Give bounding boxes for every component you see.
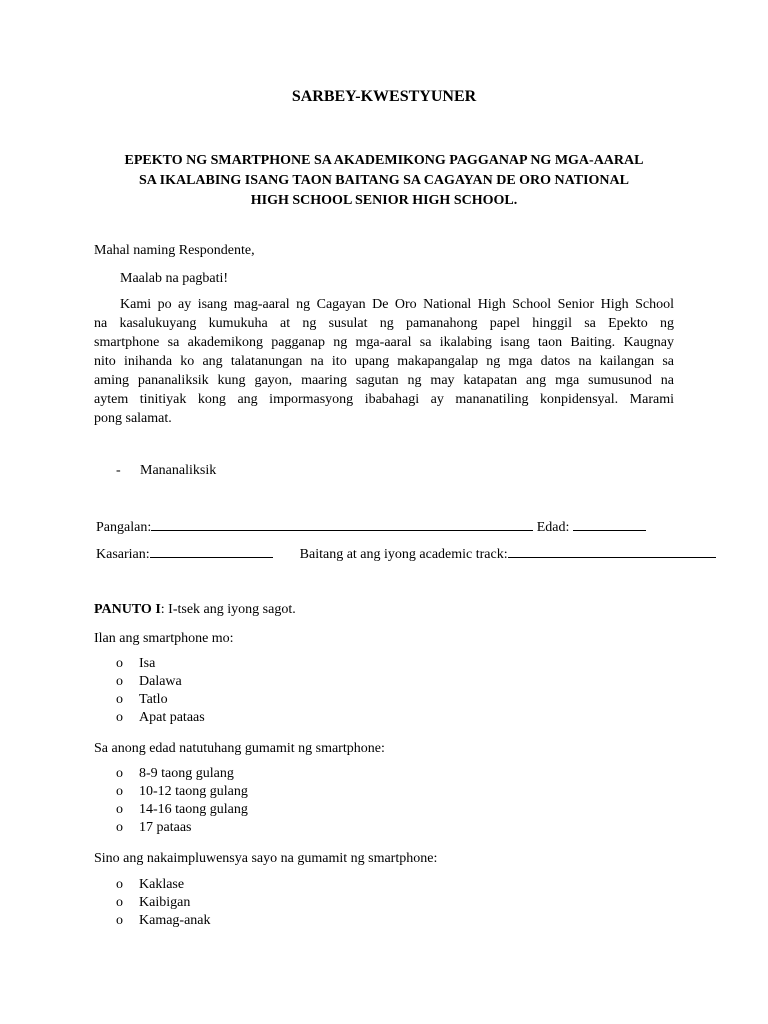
option-label: Tatlo bbox=[139, 692, 168, 707]
body-line: pong salamat. bbox=[94, 411, 172, 426]
instruction-label: PANUTO I bbox=[94, 602, 161, 617]
body-line: nito inihanda ko ang talatanungan na ito upang makapangalap ng mga datos na kailangan sa bbox=[94, 354, 674, 369]
greeting: Mahal naming Respondente, bbox=[94, 243, 255, 258]
option-label: 14-16 taong gulang bbox=[139, 802, 248, 817]
instruction-text: : I-tsek ang iyong sagot. bbox=[160, 602, 296, 617]
name-age-row bbox=[96, 516, 646, 537]
sex-grade-row bbox=[96, 543, 716, 564]
grade-label: Baitang at ang iyong academic track: bbox=[299, 547, 508, 562]
subtitle-line: HIGH SCHOOL SENIOR HIGH SCHOOL. bbox=[250, 193, 518, 208]
checkbox-circle-icon[interactable]: o bbox=[116, 802, 123, 817]
subtitle-line: EPEKTO NG SMARTPHONE SA AKADEMIKONG PAGGANAP NG MGA-AARAL bbox=[124, 153, 644, 168]
question-1-options bbox=[116, 655, 205, 727]
name-blank[interactable] bbox=[151, 516, 533, 531]
signoff-label: Mananaliksik bbox=[140, 463, 217, 478]
checkbox-circle-icon[interactable]: o bbox=[116, 710, 123, 725]
option-label: Isa bbox=[139, 656, 156, 671]
document-title: SARBEY-KWESTYUNER bbox=[291, 88, 477, 105]
option-item[interactable] bbox=[116, 691, 205, 709]
body-line: aming pananaliksik kung gayon, maaring sagutan ng may katapatan ang mga sumusunod na bbox=[94, 373, 674, 388]
subtitle-line: SA IKALABING ISANG TAON BAITANG SA CAGAYAN DE ORO NATIONAL bbox=[139, 173, 629, 188]
age-label: Edad: bbox=[536, 520, 570, 535]
question-2: Sa anong edad natutuhang gumamit ng smartphone: bbox=[94, 741, 385, 756]
body-line: Kami po ay isang mag-aaral ng Cagayan De Oro National High School Senior High School bbox=[120, 297, 674, 312]
option-label: 8-9 taong gulang bbox=[139, 766, 234, 781]
option-item[interactable] bbox=[116, 876, 211, 894]
question-1: Ilan ang smartphone mo: bbox=[94, 631, 234, 646]
checkbox-circle-icon[interactable]: o bbox=[116, 766, 123, 781]
researcher-signoff bbox=[116, 461, 216, 480]
option-label: 17 pataas bbox=[139, 820, 192, 835]
question-3: Sino ang nakaimpluwensya sayo na gumamit ng smartphone: bbox=[94, 851, 438, 866]
name-label: Pangalan: bbox=[96, 520, 152, 535]
sex-blank[interactable] bbox=[150, 543, 273, 558]
document-subtitle bbox=[70, 151, 698, 211]
signoff-dash: - bbox=[116, 463, 121, 478]
option-item[interactable] bbox=[116, 894, 211, 912]
age-blank[interactable] bbox=[573, 516, 646, 531]
checkbox-circle-icon[interactable]: o bbox=[116, 913, 123, 928]
checkbox-circle-icon[interactable]: o bbox=[116, 674, 123, 689]
option-item[interactable] bbox=[116, 819, 248, 837]
option-label: Apat pataas bbox=[139, 710, 205, 725]
option-label: Dalawa bbox=[139, 674, 182, 689]
letter-body bbox=[94, 295, 674, 428]
checkbox-circle-icon[interactable]: o bbox=[116, 692, 123, 707]
checkbox-circle-icon[interactable]: o bbox=[116, 877, 123, 892]
sex-label: Kasarian: bbox=[96, 547, 150, 562]
option-item[interactable] bbox=[116, 783, 248, 801]
body-line: smartphone sa akademikong pagganap ng mga-aaral sa ikalabing isang taon Baiting. Kaugnay bbox=[94, 335, 674, 350]
body-line: aytem tinitiyak kong ang impormasyong ibabahagi ay mananatiling konpidensyal. Marami bbox=[94, 392, 674, 407]
grade-blank[interactable] bbox=[508, 543, 716, 558]
option-label: Kaklase bbox=[139, 877, 185, 892]
option-label: 10-12 taong gulang bbox=[139, 784, 248, 799]
salutation: Maalab na pagbati! bbox=[120, 271, 229, 286]
option-label: Kamag-anak bbox=[139, 913, 211, 928]
checkbox-circle-icon[interactable]: o bbox=[116, 784, 123, 799]
checkbox-circle-icon[interactable]: o bbox=[116, 895, 123, 910]
option-item[interactable] bbox=[116, 765, 248, 783]
option-item[interactable] bbox=[116, 801, 248, 819]
option-item[interactable] bbox=[116, 709, 205, 727]
checkbox-circle-icon[interactable]: o bbox=[116, 656, 123, 671]
option-item[interactable] bbox=[116, 655, 205, 673]
option-label: Kaibigan bbox=[139, 895, 191, 910]
question-2-options bbox=[116, 765, 248, 837]
instruction bbox=[94, 600, 296, 619]
body-line: na kasalukuyang kumukuha at ng susulat ng pamanahong papel hinggil sa Epekto ng bbox=[94, 316, 674, 331]
option-item[interactable] bbox=[116, 912, 211, 930]
option-item[interactable] bbox=[116, 673, 205, 691]
checkbox-circle-icon[interactable]: o bbox=[116, 820, 123, 835]
question-3-options bbox=[116, 876, 211, 930]
